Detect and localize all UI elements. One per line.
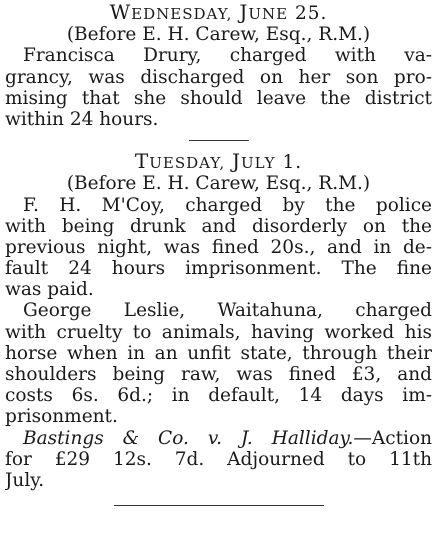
paragraph-line: previous night, was fined 20s., and in de-: [5, 236, 432, 258]
section-divider: [189, 140, 249, 141]
paragraph-line: grancy, was discharged on her son pro-: [5, 66, 432, 88]
heading-initial: J: [231, 151, 242, 173]
case-paragraph: [5, 195, 432, 301]
paragraph-line: horse when in an unfit state, through their: [5, 342, 432, 364]
magistrate-line: (Before E. H. Carew, Esq., R.M.): [66, 24, 371, 46]
paragraph-line: mising that she should leave the district: [5, 87, 432, 109]
paragraph-line: George Leslie, Waitahuna, charged: [23, 300, 432, 322]
heading-date: 1.: [282, 152, 303, 173]
heading-month: ULY: [241, 154, 276, 173]
case-title: Bastings & Co. v. J. Halliday.: [23, 427, 354, 449]
section-heading-tuesday: [5, 151, 432, 172]
paragraph-line: was paid.: [5, 279, 94, 301]
heading-date: 25.: [295, 3, 328, 24]
paragraph-line: for £29 12s. 7d. Adjourned to 11th: [5, 448, 432, 470]
paragraph-line: Francisca Drury, charged with va-: [23, 45, 432, 67]
case-paragraph: [5, 300, 432, 427]
section-heading-wednesday: [5, 2, 432, 23]
heading-initial: T: [134, 151, 150, 173]
end-divider: [114, 505, 324, 506]
paragraph-line: prisonment.: [5, 406, 118, 428]
heading-day: EDNESDAY,: [131, 5, 233, 23]
case-paragraph: [5, 45, 432, 130]
paragraph-line: fault 24 hours imprisonment. The fine: [5, 258, 432, 280]
case-action: —Action: [353, 427, 432, 449]
heading-month: UNE: [248, 5, 289, 23]
paragraph-line: [5, 428, 432, 449]
paragraph-line: within 24 hours.: [5, 108, 159, 130]
case-paragraph: [5, 428, 432, 492]
heading-day: UESDAY,: [149, 154, 226, 173]
magistrate-line: (Before E. H. Carew, Esq., R.M.): [66, 173, 371, 195]
heading-initial: W: [109, 2, 132, 24]
paragraph-line: with cruelty to animals, having worked his: [5, 321, 432, 343]
paragraph-line: costs 6s. 6d.; in default, 14 days im-: [5, 385, 432, 407]
paragraph-line: F. H. M'Coy, charged by the police: [23, 194, 432, 216]
paragraph-line: shoulders being raw, was fined £3, and: [5, 364, 432, 385]
heading-initial: J: [239, 2, 249, 24]
paragraph-line: with being drunk and disorderly on the: [5, 215, 432, 237]
paragraph-line: July.: [5, 469, 45, 491]
